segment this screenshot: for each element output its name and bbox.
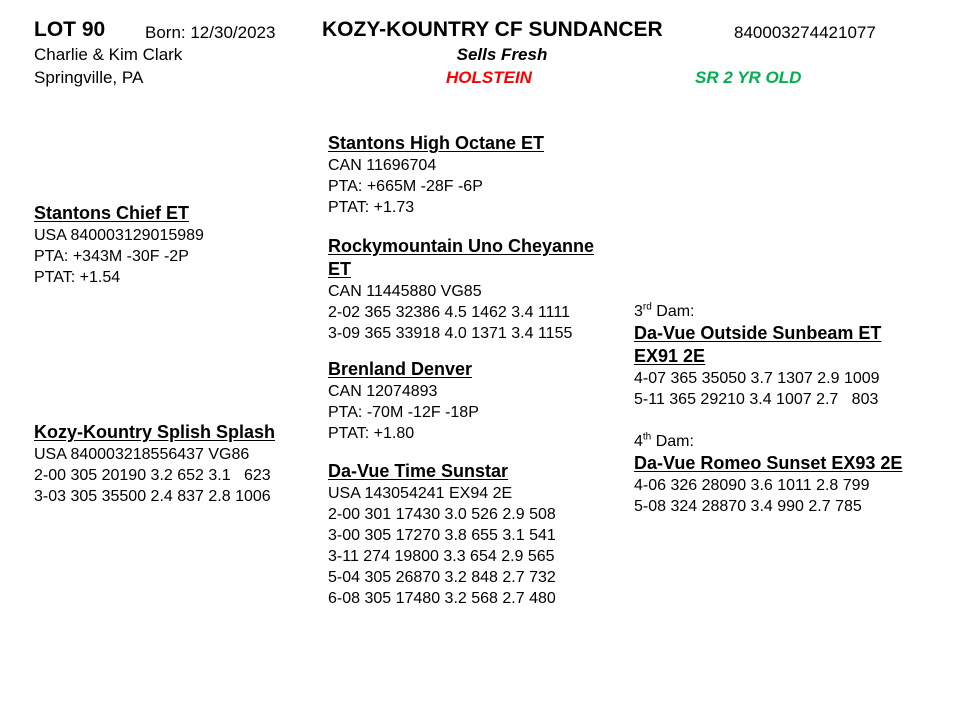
dam-dam-record: 2-00 301 17430 3.0 526 2.9 508	[328, 506, 556, 523]
class-label: SR 2 YR OLD	[695, 68, 802, 87]
sire-dam-name-line2: ET	[328, 259, 352, 279]
dam-dam-registration: USA 143054241 EX94 2E	[328, 485, 513, 502]
dam-sire-ptat: PTAT: +1.80	[328, 425, 415, 442]
dam-dam-block	[328, 460, 556, 609]
sells-status: Sells Fresh	[456, 45, 548, 64]
sire-block	[34, 202, 204, 288]
third-dam-record: 4-07 365 35050 3.7 1307 2.9 1009	[634, 370, 880, 387]
dam-dam-record: 6-08 305 17480 3.2 568 2.7 480	[328, 590, 556, 607]
sire-name: Stantons Chief ET	[34, 203, 190, 223]
sire-dam-block	[328, 235, 594, 344]
owner-name: Charlie & Kim Clark	[34, 45, 183, 64]
sire-dam-registration: CAN 11445880 VG85	[328, 283, 482, 300]
sire-sire-pta: PTA: +665M -28F -6P	[328, 178, 483, 195]
lot-number: LOT 90	[34, 18, 106, 41]
sire-dam-record: 3-09 365 33918 4.0 1371 3.4 1155	[328, 325, 573, 342]
dam-dam-record: 3-00 305 17270 3.8 655 3.1 541	[328, 527, 556, 544]
dam-sire-name: Brenland Denver	[328, 359, 473, 379]
dam-dam-name: Da-Vue Time Sunstar	[328, 461, 509, 481]
dam-dam-record: 5-04 305 26870 3.2 848 2.7 732	[328, 569, 556, 586]
sire-ptat: PTAT: +1.54	[34, 269, 121, 286]
fourth-dam-block	[634, 431, 902, 517]
sire-sire-registration: CAN 11696704	[328, 157, 437, 174]
dam-record: 2-00 305 20190 3.2 652 3.1 623	[34, 467, 271, 484]
owner-location: Springville, PA	[34, 68, 144, 87]
third-dam-name-line1: Da-Vue Outside Sunbeam ET	[634, 323, 882, 343]
dam-sire-registration: CAN 12074893	[328, 383, 438, 400]
sire-pta: PTA: +343M -30F -2P	[34, 248, 189, 265]
dam-record: 3-03 305 35500 2.4 837 2.8 1006	[34, 488, 271, 505]
dam-name: Kozy-Kountry Splish Splash	[34, 422, 276, 442]
dam-registration: USA 840003218556437 VG86	[34, 446, 250, 463]
fourth-dam-record: 4-06 326 28090 3.6 1011 2.8 799	[634, 477, 870, 494]
dam-sire-pta: PTA: -70M -12F -18P	[328, 404, 479, 421]
sire-sire-block	[328, 132, 544, 218]
dam-sire-block	[328, 358, 479, 444]
sire-sire-ptat: PTAT: +1.73	[328, 199, 415, 216]
animal-name: KOZY-KOUNTRY CF SUNDANCER	[322, 18, 663, 41]
third-dam-record: 5-11 365 29210 3.4 1007 2.7 803	[634, 391, 879, 408]
sire-dam-record: 2-02 365 32386 4.5 1462 3.4 1111	[328, 304, 570, 321]
fourth-dam-name: Da-Vue Romeo Sunset EX93 2E	[634, 453, 903, 473]
breed-label: HOLSTEIN	[446, 68, 532, 87]
sire-sire-name: Stantons High Octane ET	[328, 133, 545, 153]
sire-dam-name-line1: Rockymountain Uno Cheyanne	[328, 236, 595, 256]
birth-date: Born: 12/30/2023	[145, 23, 276, 42]
dam-block	[34, 421, 275, 507]
fourth-dam-label: 4th Dam:	[634, 431, 694, 450]
dam-dam-record: 3-11 274 19800 3.3 654 2.9 565	[328, 548, 555, 565]
sire-registration: USA 840003129015989	[34, 227, 204, 244]
third-dam-name-line2: EX91 2E	[634, 346, 706, 366]
third-dam-block	[634, 301, 881, 410]
animal-id-number: 840003274421077	[734, 23, 876, 42]
fourth-dam-record: 5-08 324 28870 3.4 990 2.7 785	[634, 498, 862, 515]
third-dam-label: 3rd Dam:	[634, 301, 695, 320]
